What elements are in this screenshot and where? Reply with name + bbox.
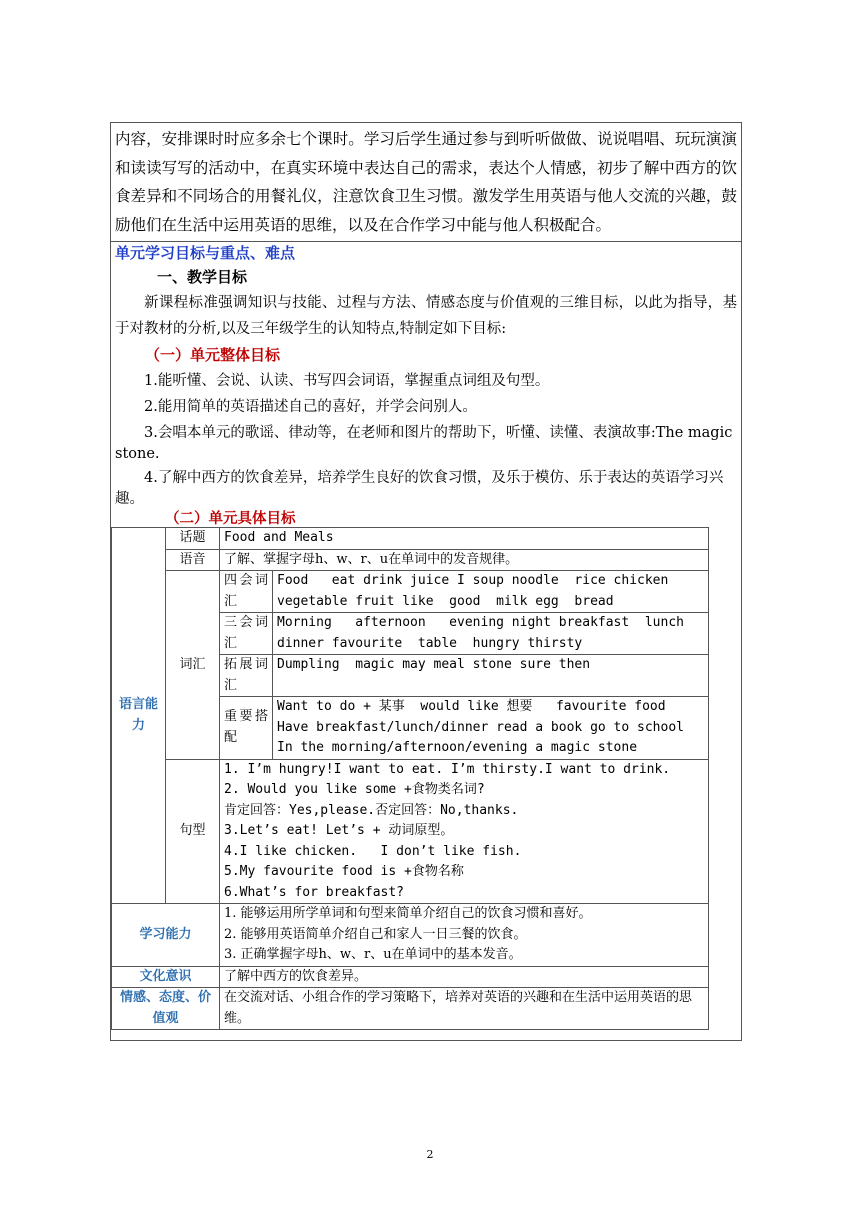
topic-value: Food and Meals <box>220 528 709 550</box>
vocab-line: Dumpling magic may meal stone sure then <box>277 657 591 672</box>
phonics-label: 语音 <box>166 549 220 571</box>
collocation-line: Have breakfast/lunch/dinner read a book go to school <box>277 719 684 735</box>
vocab-line: Morning afternoon evening night breakfast lunch <box>277 615 684 630</box>
vocab-three <box>273 613 709 655</box>
vocab-ext <box>273 655 709 697</box>
overall-goal-item: 4.了解中西方的饮食差异，培养学生良好的饮食习惯，及乐于模仿、乐于表达的英语学习兴趣。 <box>115 470 724 507</box>
curriculum-paragraph: 新课程标准强调知识与技能、过程与方法、情感态度与价值观的三维目标，以此为指导，基于对教材的分析,以及三年级学生的认知特点,特制定如下目标: <box>115 295 737 337</box>
intro-paragraph: 内容，安排课时时应多余七个课时。学习后学生通过参与到听听做做、说说唱唱、玩玩演演和读读写写的活动中，在真实环境中表达自己的需求，表达个人情感，初步了解中西方的饮食差异和不同场合的用餐礼仪，注意饮食卫生习惯。激发学生用英语与他人交流的兴趣，鼓励他们在生活中运用英语的思维，以及在合作学习中能与他人积极配合。 <box>111 123 741 242</box>
overall-goal-item: 1.能听懂、会说、认读、书写四会词语，掌握重点词组及句型。 <box>144 373 550 389</box>
vocab-line: dinner favourite table hungry thirsty <box>277 635 583 651</box>
sentence-line: 1. I’m hungry!I want to eat. I’m thirsty.I want to drink. <box>224 761 671 777</box>
learning-line: 2. 能够用英语简单介绍自己和家人一日三餐的饮食。 <box>224 926 527 942</box>
overall-goal-item: 2.能用简单的英语描述自己的喜好，并学会问别人。 <box>144 399 477 415</box>
overall-goals-heading: （一）单元整体目标 <box>145 346 281 364</box>
vocab-line: Food eat drink juice I soup noodle rice chicken <box>277 573 669 588</box>
category-culture: 文化意识 <box>112 966 220 988</box>
collocation <box>273 697 709 760</box>
category-learning: 学习能力 <box>112 904 220 967</box>
specific-goals-heading: （二）单元具体目标 <box>165 510 296 527</box>
vocab-four-label: 四会词汇 <box>220 571 273 613</box>
overall-goal-item: 3.会唱本单元的歌谣、律动等，在老师和图片的帮助下，听懂、读懂、表演故事:The magic stone. <box>115 425 733 462</box>
unit-goals-section <box>111 242 741 1040</box>
learning <box>220 904 709 967</box>
sentences <box>220 759 709 904</box>
sentence-label: 句型 <box>166 759 220 904</box>
vocab-line: vegetable fruit like good milk egg bread <box>277 593 614 609</box>
teaching-goals-heading: 一、教学目标 <box>157 268 248 286</box>
sentence-line: 5.My favourite food is +食物名称 <box>224 864 464 879</box>
vocab-ext-label: 拓展词汇 <box>220 655 273 697</box>
vocab-three-label: 三会词汇 <box>220 613 273 655</box>
specific-goals-table <box>111 527 709 1030</box>
learning-line: 3. 正确掌握字母h、w、r、u在单词中的基本发音。 <box>224 947 522 962</box>
sentence-line: 肯定回答：Yes,please.否定回答：No,thanks. <box>224 802 519 818</box>
phonics-value: 了解、掌握字母h、w、r、u在单词中的发音规律。 <box>220 549 709 571</box>
vocab-label: 词汇 <box>166 571 220 760</box>
document-frame <box>110 122 742 1041</box>
sentence-line: 3.Let’s eat! Let’s + 动词原型。 <box>224 823 454 838</box>
collocation-line: In the morning/afternoon/evening a magic stone <box>277 740 638 755</box>
topic-label: 话题 <box>166 528 220 550</box>
learning-line: 1. 能够运用所学单词和句型来简单介绍自己的饮食习惯和喜好。 <box>224 906 592 921</box>
sentence-line: 6.What’s for breakfast? <box>224 884 405 900</box>
collocation-label: 重要搭配 <box>220 697 273 760</box>
culture: 了解中西方的饮食差异。 <box>220 966 709 988</box>
collocation-line: Want to do + 某事 would like 想要 favourite food <box>277 699 666 714</box>
vocab-four <box>273 571 709 613</box>
emotion: 在交流对话、小组合作的学习策略下，培养对英语的兴趣和在生活中运用英语的思维。 <box>220 988 709 1030</box>
sentence-line: 2. Would you like some +食物类名词? <box>224 782 485 797</box>
page-number: 2 <box>426 1148 434 1161</box>
sentence-line: 4.I like chicken. I don’t like fish. <box>224 843 522 859</box>
section-title: 单元学习目标与重点、难点 <box>115 244 296 262</box>
category-emotion: 情感、态度、价值观 <box>112 988 220 1030</box>
category-language: 语言能力 <box>112 528 166 904</box>
